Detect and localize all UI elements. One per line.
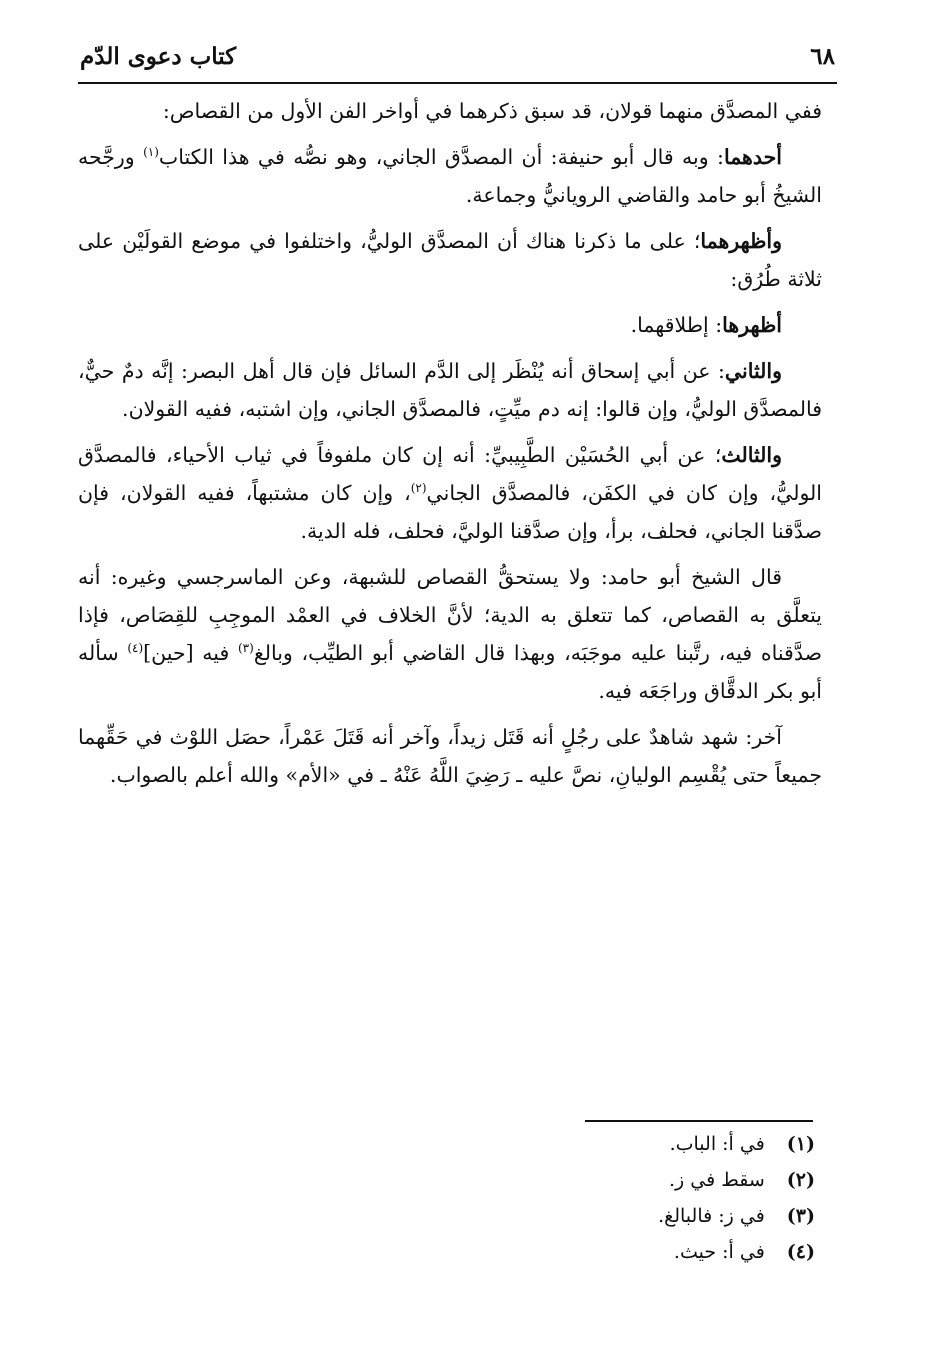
footnote-item bbox=[455, 1198, 815, 1234]
footnote-number: (٢) bbox=[786, 1169, 815, 1191]
footnote-number: (٤) bbox=[786, 1241, 815, 1263]
footnote-ref: (١) bbox=[143, 145, 159, 160]
paragraph-another-case bbox=[78, 718, 822, 794]
footnote-item bbox=[455, 1234, 815, 1270]
footnotes bbox=[455, 1126, 815, 1270]
page-number: ٦٨ bbox=[810, 42, 835, 70]
paragraph-first-way bbox=[78, 306, 822, 344]
paragraph-text: : إطلاقهما. bbox=[630, 313, 723, 337]
paragraph-text: ورجَّحه الشيخُ أبو حامد والقاضي الرويانيُّ وجماعة. bbox=[78, 145, 822, 207]
main-text bbox=[78, 92, 822, 802]
paragraph-second-opinion bbox=[78, 222, 822, 298]
footnote-text: في ز: فالبالغ. bbox=[658, 1205, 765, 1227]
paragraph-lead: أحدهما bbox=[723, 145, 782, 169]
paragraph-text: ففي المصدَّق منهما قولان، قد سبق ذكرهما في أواخر الفن الأول من القصاص: bbox=[162, 99, 822, 123]
paragraph-lead: أظهرها bbox=[722, 313, 782, 337]
footnote-text: في أ: الباب. bbox=[669, 1133, 765, 1155]
paragraph-intro bbox=[78, 92, 822, 130]
footnote-number: (٣) bbox=[786, 1205, 815, 1227]
paragraph-first-opinion bbox=[78, 138, 822, 214]
paragraph-text: آخر: شهد شاهدٌ على رجُلٍ أنه قَتَل زيداً، وآخر أنه قَتَلَ عَمْراً، حصَل اللوْث في حَقِّهما جميعاً حتى يُقْسِم الوليانِ، نصَّ عليه ـ رَضِيَ اللَّهُ عَنْهُ ـ في «الأم» والله أعلم بالصواب. bbox=[78, 725, 822, 787]
paragraph-text: ؛ على ما ذكرنا هناك أن المصدَّق الوليُّ، واختلفوا في موضع القولَيْن على ثلاثة طُرُق: bbox=[78, 229, 822, 291]
footnote-number: (١) bbox=[786, 1133, 815, 1155]
paragraph-text: ، وإن كان مشتبهاً، ففيه القولان، فإن صدَّقنا الجاني، فحلف، برأ، وإن صدَّقنا الوليَّ، فحلف، فله الدية. bbox=[78, 481, 822, 543]
paragraph-abu-hamid bbox=[78, 558, 822, 710]
paragraph-text: : عن أبي إسحاق أنه يُنْظَر إلى الدَّم السائل فإن قال أهل البصر: إنَّه دمٌ حيٌّ، فالمصدَّق الوليُّ، وإن قالوا: إنه دم ميِّتٍ، فالمصدَّق الجاني، وإن اشتبه، ففيه القولان. bbox=[78, 359, 822, 421]
paragraph-text: سأله أبو بكر الدقَّاق وراجَعَه فيه. bbox=[78, 641, 822, 703]
paragraph-lead: وأظهرهما bbox=[700, 229, 782, 253]
footnote-text: في أ: حيث. bbox=[673, 1241, 765, 1263]
paragraph-text: قال الشيخ أبو حامد: ولا يستحقُّ القصاص للشبهة، وعن الماسرجسي وغيره: أنه يتعلَّق به القصاص، كما تتعلق به الدية؛ لأنَّ الخلاف في العمْد الموجِبِ للقِصَاص، فإذا صدَّقناه فيه، رتَّبنا عليه موجَبَه، وبهذا قال القاضي أبو الطيِّب، وبالغ bbox=[78, 565, 823, 665]
header-rule bbox=[78, 82, 837, 84]
paragraph-second-way bbox=[78, 352, 822, 428]
paragraph-text: ؛ عن أبي الحُسَيْن الطَّبِيبيِّ: أنه إن كان ملفوفاً في ثياب الأحياء، فالمصدَّق الوليُّ، وإن كان في الكفَن، فالمصدَّق الجاني bbox=[78, 443, 822, 505]
paragraph-lead: والثاني bbox=[724, 359, 782, 383]
footnote-text: سقط في ز. bbox=[669, 1169, 765, 1191]
book-title: كتاب دعوى الدّم bbox=[80, 42, 237, 70]
page-header bbox=[80, 32, 835, 80]
footnote-item bbox=[455, 1126, 815, 1162]
footnote-ref: (٤) bbox=[127, 641, 144, 656]
paragraph-third-way bbox=[78, 436, 822, 550]
paragraph-lead: والثالث bbox=[721, 443, 782, 467]
footnote-rule bbox=[585, 1120, 813, 1122]
footnote-ref: (٢) bbox=[410, 481, 427, 496]
footnote-item bbox=[455, 1162, 815, 1198]
footnote-ref: (٣) bbox=[237, 641, 254, 656]
paragraph-text: : وبه قال أبو حنيفة: أن المصدَّق الجاني، وهو نصُّه في هذا الكتاب bbox=[158, 145, 724, 169]
paragraph-text: فيه [حين] bbox=[143, 641, 238, 665]
